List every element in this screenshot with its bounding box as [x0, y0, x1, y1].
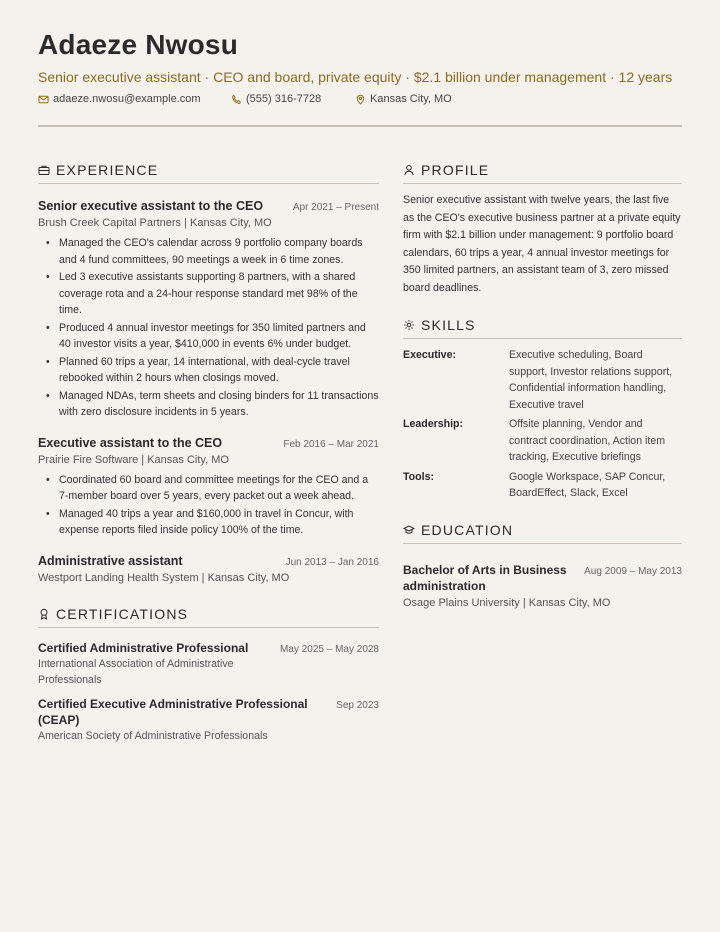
skill-group — [403, 469, 682, 502]
candidate-name: Adaeze Nwosu — [38, 29, 238, 60]
contact-location — [355, 92, 452, 106]
job-title: Executive assistant to the CEO — [38, 435, 223, 450]
skill-value: Executive scheduling, Board support, Investor relations support, Confidential information handling, Executive travel — [509, 349, 673, 411]
cert-org: American Society of Administrative Professionals — [38, 729, 268, 742]
degree-title: Bachelor of Arts in Business administration — [403, 562, 567, 593]
bullet-item: • Produced 4 annual investor meetings for 350 limited partners and 40 investor visits a year, $410,000 in events 6% under budget. — [38, 320, 379, 353]
award-icon — [38, 608, 50, 620]
location-pin-icon — [355, 94, 366, 105]
cert-org: International Association of Administrative Professionals — [38, 657, 234, 686]
phone-icon — [231, 94, 242, 105]
phone-text: (555) 316-7728 — [246, 93, 322, 105]
contact-bar — [38, 92, 682, 106]
left-column — [38, 162, 379, 744]
job-dates: Jun 2013 – Jan 2016 — [285, 556, 379, 568]
gear-icon — [403, 319, 415, 331]
contact-email[interactable] — [38, 92, 231, 106]
skills-list — [403, 347, 682, 502]
tagline: Senior executive assistant · CEO and board, private equity · $2.1 billion under management · 12 years — [38, 69, 673, 85]
right-column — [403, 162, 682, 611]
job-bullets — [38, 472, 379, 539]
job-entry — [38, 435, 379, 539]
job-org: Prairie Fire Software | Kansas City, MO — [38, 453, 229, 466]
skill-group — [403, 347, 682, 413]
bullet-item: • Planned 60 trips a year, 14 international, with deal-cycle travel rebooked within 2 hours when closings moved. — [38, 354, 379, 387]
cert-entry — [38, 640, 379, 688]
contact-phone[interactable] — [231, 92, 355, 106]
skill-value: Google Workspace, SAP Concur, BoardEffect, Slack, Excel — [509, 470, 666, 499]
bullet-item: • Managed the CEO's calendar across 9 portfolio company boards and 4 fund committees, 90 meetings a week in 6 time zones. — [38, 235, 379, 268]
education-dates: Aug 2009 – May 2013 — [584, 565, 682, 577]
bullet-item: • Managed 40 trips a year and $160,000 in travel in Concur, with expense reports filed inside policy 100% of the time. — [38, 506, 379, 539]
header-divider — [38, 125, 682, 127]
skill-label: Leadership: — [403, 418, 464, 430]
job-bullets — [38, 235, 379, 421]
skill-label: Executive: — [403, 349, 456, 361]
experience-heading: EXPERIENCE — [38, 162, 379, 184]
skill-label: Tools: — [403, 470, 434, 483]
profile-text: Senior executive assistant with twelve years, the last five as the CEO's executive business partner at a private equity firm with $2.1 billion under management: 9 portfolio board calendars, 60 trips a year, 4 annual investor meetings for 350 limited partners, an assistant team of 3, zero missed board deadlines. — [403, 194, 681, 294]
skill-group — [403, 416, 682, 466]
education-heading: EDUCATION — [403, 522, 682, 544]
job-dates: Feb 2016 – Mar 2021 — [283, 438, 379, 450]
skill-value: Offsite planning, Vendor and contract coordination, Action item tracking, Executive briefings — [509, 418, 666, 463]
job-org: Brush Creek Capital Partners | Kansas City, MO — [38, 217, 272, 229]
cert-title: Certified Executive Administrative Professional (CEAP) — [38, 696, 308, 727]
job-entry — [38, 553, 379, 586]
location-text: Kansas City, MO — [370, 93, 452, 105]
cert-title: Certified Administrative Professional — [38, 640, 249, 655]
graduation-cap-icon — [403, 524, 415, 536]
job-entry — [38, 198, 379, 421]
user-icon — [403, 164, 415, 176]
profile-heading: PROFILE — [403, 162, 682, 184]
mail-icon — [38, 94, 49, 105]
email-text: adaeze.nwosu@example.com — [53, 93, 201, 105]
skills-heading: SKILLS — [403, 317, 682, 339]
bullet-item: • Managed NDAs, term sheets and closing binders for 11 transactions with zero disclosure incidents in 5 years. — [38, 388, 379, 421]
bullet-item: • Coordinated 60 board and committee meetings for the CEO and a 7-member board over 5 years, every packet out a week ahead. — [38, 472, 379, 505]
job-title: Administrative assistant — [38, 553, 183, 568]
cert-dates: May 2025 – May 2028 — [280, 643, 379, 655]
certifications-heading: CERTIFICATIONS — [38, 606, 379, 628]
bullet-item: • Led 3 executive assistants supporting 8 partners, with a shared coverage rota and a 24-hour response standard met 98% of the time. — [38, 269, 379, 319]
cert-entry — [38, 696, 379, 744]
job-title: Senior executive assistant to the CEO — [38, 199, 264, 213]
job-dates: Apr 2021 – Present — [292, 202, 379, 213]
education-entry — [403, 562, 682, 611]
job-org: Westport Landing Health System | Kansas City, MO — [38, 571, 290, 584]
briefcase-icon — [38, 164, 50, 176]
cert-dates: Sep 2023 — [336, 699, 379, 711]
school-name: Osage Plains University | Kansas City, MO — [403, 596, 611, 609]
resume-header — [38, 28, 682, 106]
